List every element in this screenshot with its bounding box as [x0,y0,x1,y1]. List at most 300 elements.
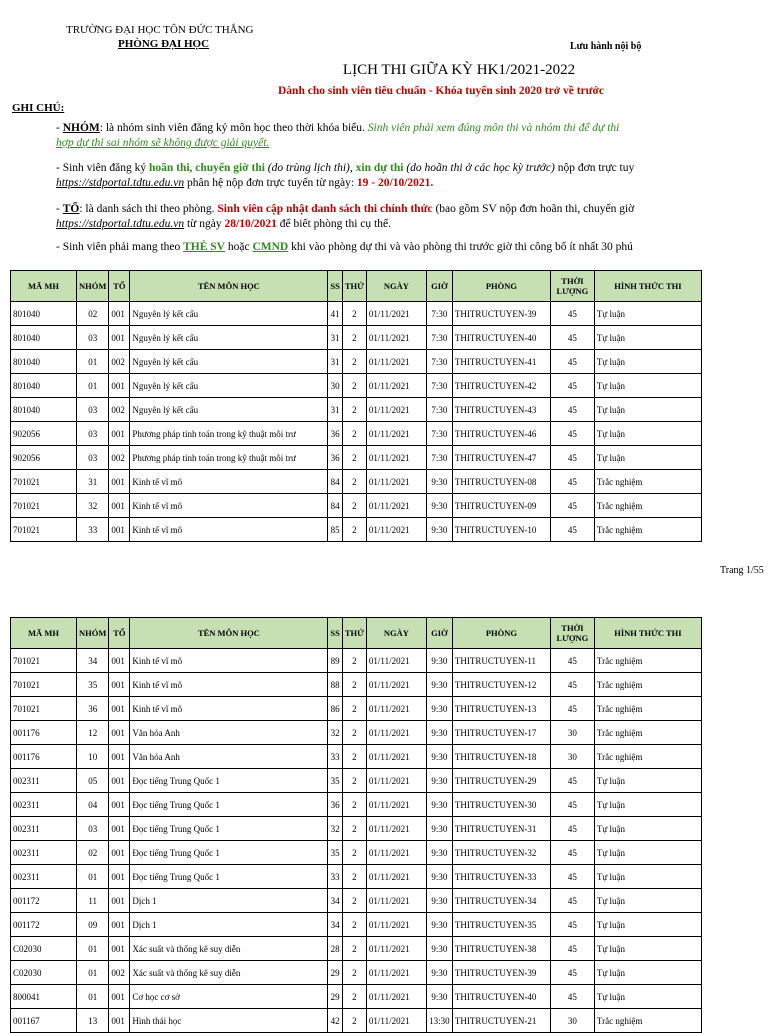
table-row [11,769,702,793]
cell-group: 04 [77,793,109,817]
table-row [11,518,702,542]
cell-weekday: 2 [342,1009,366,1033]
cell-group: 10 [77,745,109,769]
cell-exam-room: THITRUCTUYEN-47 [452,446,550,470]
cell-student-count: 34 [328,913,342,937]
cell-course-name: Đọc tiếng Trung Quốc 1 [130,841,328,865]
cell-exam-date: 01/11/2021 [366,398,426,422]
cell-course-name: Hình thái học [130,1009,328,1033]
cell-exam-format: Tự luận [594,350,701,374]
cell-team: 002 [109,350,130,374]
cell-duration: 45 [550,518,594,542]
note-warning: Sinh viên phải xem đúng môn thi và nhóm thi để dự thi [367,122,620,134]
table-row [11,913,702,937]
cell-course-code: 801040 [11,326,77,350]
cell-exam-format: Tự luận [594,326,701,350]
cell-exam-time: 9:30 [426,470,452,494]
cell-duration: 45 [550,793,594,817]
cell-weekday: 2 [342,470,366,494]
cell-exam-date: 01/11/2021 [366,350,426,374]
cell-group: 03 [77,817,109,841]
cell-course-code: 001172 [11,913,77,937]
cell-group: 01 [77,937,109,961]
cell-course-code: 701021 [11,518,77,542]
cell-group: 13 [77,1009,109,1033]
note-highlight: THẺ SV [183,241,225,253]
cell-exam-room: THITRUCTUYEN-10 [452,518,550,542]
note-date: 19 - 20/10/2021. [356,177,434,189]
cell-course-name: Kinh tế vĩ mô [130,494,328,518]
cell-duration: 45 [550,769,594,793]
cell-course-name: Kinh tế vĩ mô [130,697,328,721]
cell-exam-format: Tự luận [594,913,701,937]
table-row [11,985,702,1009]
cell-exam-format: Trắc nghiệm [594,721,701,745]
cell-student-count: 35 [328,769,342,793]
cell-exam-room: THITRUCTUYEN-21 [452,1009,550,1033]
document-title: LỊCH THI GIỮA KỲ HK1/2021-2022 [342,62,576,78]
cell-group: 34 [77,649,109,673]
cell-exam-date: 01/11/2021 [366,817,426,841]
cell-exam-time: 9:30 [426,889,452,913]
cell-exam-time: 9:30 [426,649,452,673]
cell-exam-format: Trắc nghiệm [594,1009,701,1033]
cell-course-name: Văn hóa Anh [130,745,328,769]
cell-exam-room: THITRUCTUYEN-29 [452,769,550,793]
note-room-line [56,202,688,216]
portal-link[interactable]: https://stdportal.tdtu.edu.vn [56,218,185,230]
cell-weekday: 2 [342,398,366,422]
cell-duration: 45 [550,865,594,889]
cell-exam-time: 9:30 [426,793,452,817]
cell-student-count: 30 [328,374,342,398]
cell-group: 09 [77,913,109,937]
column-header-exam-time: GIỜ [426,271,452,302]
cell-duration: 45 [550,937,594,961]
column-header-course-name: TÊN MÔN HỌC [130,618,328,649]
cell-exam-format: Trắc nghiệm [594,470,701,494]
cell-student-count: 86 [328,697,342,721]
cell-exam-date: 01/11/2021 [366,422,426,446]
note-key-room: TỔ [62,203,80,215]
cell-exam-room: THITRUCTUYEN-32 [452,841,550,865]
cell-group: 05 [77,769,109,793]
note-text: khi vào phòng dự thi và vào phòng thi trước giờ thi công bố ít nhất 30 phú [288,241,633,253]
cell-weekday: 2 [342,937,366,961]
cell-course-name: Xác suất và thống kê suy diễn [130,961,328,985]
column-header-student-count: SS [328,618,342,649]
cell-team: 001 [109,793,130,817]
cell-course-code: 701021 [11,649,77,673]
note-text: - Sinh viên phải mang theo [56,241,184,253]
table-row [11,721,702,745]
cell-exam-date: 01/11/2021 [366,841,426,865]
table-row [11,865,702,889]
cell-student-count: 35 [328,841,342,865]
column-header-group: NHÓM [77,618,109,649]
cell-team: 001 [109,985,130,1009]
cell-exam-room: THITRUCTUYEN-46 [452,422,550,446]
cell-student-count: 42 [328,1009,342,1033]
cell-course-code: 801040 [11,374,77,398]
cell-group: 01 [77,350,109,374]
cell-exam-room: THITRUCTUYEN-43 [452,398,550,422]
cell-group: 01 [77,985,109,1009]
cell-course-code: 701021 [11,697,77,721]
table-row [11,697,702,721]
cell-exam-date: 01/11/2021 [366,1009,426,1033]
cell-exam-time: 9:30 [426,913,452,937]
cell-duration: 45 [550,470,594,494]
note-highlight: hoãn thi, chuyển giờ thi [148,162,265,174]
column-header-exam-date: NGÀY [366,271,426,302]
column-header-team: TỔ [109,618,130,649]
cell-exam-date: 01/11/2021 [366,374,426,398]
cell-exam-room: THITRUCTUYEN-39 [452,302,550,326]
cell-exam-format: Tự luận [594,302,701,326]
cell-course-name: Dịch 1 [130,889,328,913]
cell-exam-room: THITRUCTUYEN-42 [452,374,550,398]
cell-team: 002 [109,398,130,422]
column-header-duration: THỜI LƯỢNG [550,618,594,649]
cell-exam-date: 01/11/2021 [366,745,426,769]
cell-course-code: 701021 [11,673,77,697]
note-postpone-line2 [56,176,688,190]
page-number: Trang 1/55 [720,565,764,576]
cell-exam-time: 9:30 [426,745,452,769]
cell-exam-time: 7:30 [426,374,452,398]
cell-exam-time: 9:30 [426,817,452,841]
cell-weekday: 2 [342,673,366,697]
note-id-line [56,240,688,254]
cell-course-name: Nguyên lý kết cấu [130,326,328,350]
cell-exam-format: Trắc nghiệm [594,518,701,542]
cell-group: 01 [77,865,109,889]
cell-exam-date: 01/11/2021 [366,673,426,697]
cell-weekday: 2 [342,302,366,326]
cell-weekday: 2 [342,697,366,721]
cell-duration: 45 [550,350,594,374]
cell-team: 001 [109,422,130,446]
cell-student-count: 34 [328,889,342,913]
cell-duration: 45 [550,697,594,721]
table-row [11,889,702,913]
cell-weekday: 2 [342,518,366,542]
cell-exam-format: Tự luận [594,793,701,817]
note-text: (do trùng lịch thi), [264,162,356,174]
cell-exam-time: 7:30 [426,398,452,422]
cell-exam-date: 01/11/2021 [366,985,426,1009]
cell-team: 001 [109,1009,130,1033]
column-header-group: NHÓM [77,271,109,302]
cell-exam-date: 01/11/2021 [366,721,426,745]
cell-course-code: 001167 [11,1009,77,1033]
cell-exam-room: THITRUCTUYEN-35 [452,913,550,937]
cell-weekday: 2 [342,961,366,985]
cell-exam-format: Trắc nghiệm [594,649,701,673]
table-row [11,937,702,961]
cell-group: 03 [77,422,109,446]
cell-course-code: 902056 [11,422,77,446]
cell-student-count: 32 [328,721,342,745]
cell-exam-date: 01/11/2021 [366,326,426,350]
cell-exam-time: 9:30 [426,721,452,745]
cell-exam-date: 01/11/2021 [366,518,426,542]
note-group-line [56,121,688,135]
cell-course-code: 002311 [11,817,77,841]
cell-exam-format: Tự luận [594,398,701,422]
cell-student-count: 28 [328,937,342,961]
cell-team: 002 [109,446,130,470]
cell-exam-date: 01/11/2021 [366,961,426,985]
university-name: TRƯỜNG ĐẠI HỌC TÔN ĐỨC THẮNG [66,24,254,36]
cell-student-count: 31 [328,326,342,350]
cell-course-name: Kinh tế vĩ mô [130,518,328,542]
internal-circulation-label: Lưu hành nội bộ [570,41,642,52]
cell-course-code: C02030 [11,961,77,985]
cell-exam-format: Trắc nghiệm [594,673,701,697]
table-row [11,470,702,494]
column-header-student-count: SS [328,271,342,302]
cell-exam-format: Tự luận [594,769,701,793]
cell-exam-room: THITRUCTUYEN-17 [452,721,550,745]
cell-team: 001 [109,302,130,326]
cell-student-count: 36 [328,446,342,470]
cell-exam-time: 9:30 [426,841,452,865]
cell-weekday: 2 [342,769,366,793]
table-row [11,494,702,518]
cell-weekday: 2 [342,446,366,470]
table-row [11,649,702,673]
cell-exam-time: 9:30 [426,494,452,518]
cell-student-count: 84 [328,494,342,518]
note-highlight: xin dự thi [355,162,404,174]
note-group-line2: hợp dự thi sai nhóm sẽ không được giải quyết. [56,137,270,149]
cell-exam-time: 9:30 [426,985,452,1009]
cell-exam-time: 9:30 [426,937,452,961]
cell-exam-room: THITRUCTUYEN-34 [452,889,550,913]
note-text: (bao gồm SV nộp đơn hoãn thi, chuyển giờ [432,203,635,215]
cell-course-name: Đọc tiếng Trung Quốc 1 [130,817,328,841]
cell-student-count: 33 [328,865,342,889]
cell-duration: 45 [550,649,594,673]
column-header-weekday: THỨ [342,271,366,302]
cell-exam-room: THITRUCTUYEN-18 [452,745,550,769]
cell-weekday: 2 [342,985,366,1009]
cell-duration: 45 [550,841,594,865]
cell-course-code: 002311 [11,841,77,865]
table-row [11,817,702,841]
note-key-group: NHÓM [62,122,100,134]
note-dash: - [56,122,63,134]
cell-course-name: Kinh tế vĩ mô [130,673,328,697]
cell-course-name: Phương pháp tính toán trong kỹ thuật môi trư [130,422,328,446]
cell-exam-format: Tự luận [594,374,701,398]
table-header-row [11,271,702,302]
cell-student-count: 31 [328,398,342,422]
table-row [11,446,702,470]
cell-exam-room: THITRUCTUYEN-09 [452,494,550,518]
note-text: nộp đơn trực tuy [554,162,635,174]
cell-exam-date: 01/11/2021 [366,865,426,889]
cell-exam-room: THITRUCTUYEN-39 [452,961,550,985]
cell-team: 001 [109,769,130,793]
cell-duration: 45 [550,374,594,398]
cell-exam-date: 01/11/2021 [366,769,426,793]
table-header-row [11,618,702,649]
cell-exam-format: Trắc nghiệm [594,745,701,769]
cell-duration: 45 [550,889,594,913]
portal-link[interactable]: https://stdportal.tdtu.edu.vn [56,177,185,189]
cell-team: 001 [109,889,130,913]
note-text: : là danh sách thi theo phòng. [79,203,218,215]
cell-course-code: 002311 [11,865,77,889]
table-row [11,350,702,374]
cell-group: 03 [77,446,109,470]
cell-exam-date: 01/11/2021 [366,793,426,817]
cell-duration: 45 [550,494,594,518]
cell-exam-room: THITRUCTUYEN-33 [452,865,550,889]
cell-course-code: 801040 [11,350,77,374]
cell-weekday: 2 [342,889,366,913]
cell-course-code: 002311 [11,793,77,817]
cell-weekday: 2 [342,374,366,398]
cell-exam-format: Tự luận [594,865,701,889]
note-room-line2 [56,217,688,231]
cell-student-count: 84 [328,470,342,494]
note-text: hoặc [225,241,253,253]
cell-team: 001 [109,697,130,721]
cell-student-count: 29 [328,961,342,985]
cell-exam-room: THITRUCTUYEN-31 [452,817,550,841]
note-dash: - [56,203,63,215]
cell-exam-format: Tự luận [594,961,701,985]
cell-exam-time: 7:30 [426,446,452,470]
cell-weekday: 2 [342,865,366,889]
cell-course-code: 001172 [11,889,77,913]
cell-exam-format: Tự luận [594,889,701,913]
notes-heading: GHI CHÚ: [12,102,65,114]
cell-duration: 45 [550,913,594,937]
cell-exam-time: 9:30 [426,865,452,889]
cell-course-code: 001176 [11,745,77,769]
cell-student-count: 32 [328,817,342,841]
cell-team: 001 [109,374,130,398]
column-header-course-code: MÃ MH [11,271,77,302]
cell-exam-room: THITRUCTUYEN-12 [452,673,550,697]
cell-course-name: Dịch 1 [130,913,328,937]
cell-weekday: 2 [342,817,366,841]
department-name: PHÒNG ĐẠI HỌC [118,38,210,50]
cell-team: 001 [109,817,130,841]
cell-course-name: Văn hóa Anh [130,721,328,745]
cell-team: 001 [109,745,130,769]
cell-exam-date: 01/11/2021 [366,470,426,494]
cell-team: 001 [109,865,130,889]
cell-course-name: Cơ học cơ sở [130,985,328,1009]
cell-weekday: 2 [342,649,366,673]
cell-group: 12 [77,721,109,745]
table-row [11,422,702,446]
cell-exam-date: 01/11/2021 [366,649,426,673]
table-row [11,793,702,817]
cell-team: 001 [109,841,130,865]
cell-exam-time: 7:30 [426,422,452,446]
cell-student-count: 88 [328,673,342,697]
note-text: từ ngày [184,218,225,230]
cell-exam-format: Tự luận [594,841,701,865]
exam-table-page1 [10,270,702,542]
cell-course-code: 002311 [11,769,77,793]
note-text: (do hoãn thi ở các học kỳ trước) [403,162,555,174]
cell-student-count: 33 [328,745,342,769]
table-row [11,398,702,422]
cell-exam-time: 7:30 [426,350,452,374]
cell-course-name: Kinh tế vĩ mô [130,470,328,494]
document-subtitle: Dành cho sinh viên tiêu chuẩn - Khóa tuyển sinh 2020 trở về trước [278,85,605,97]
table-row [11,326,702,350]
cell-weekday: 2 [342,841,366,865]
cell-group: 01 [77,961,109,985]
cell-course-code: 801040 [11,398,77,422]
cell-exam-time: 7:30 [426,302,452,326]
cell-student-count: 41 [328,302,342,326]
column-header-exam-format: HÌNH THỨC THI [594,618,701,649]
cell-exam-time: 9:30 [426,769,452,793]
cell-exam-format: Tự luận [594,422,701,446]
cell-team: 002 [109,961,130,985]
note-text: : là nhóm sinh viên đăng ký môn học theo thời khóa biểu. [99,122,368,134]
cell-duration: 45 [550,326,594,350]
table-row [11,745,702,769]
cell-duration: 45 [550,985,594,1009]
exam-table-page2 [10,617,702,1033]
note-highlight: Sinh viên cập nhật danh sách thi chính thức [217,203,433,215]
cell-exam-time: 9:30 [426,697,452,721]
cell-course-code: 800041 [11,985,77,1009]
cell-course-code: 001176 [11,721,77,745]
cell-exam-format: Tự luận [594,937,701,961]
note-highlight: CMND [252,241,289,253]
column-header-exam-room: PHÒNG [452,271,550,302]
cell-duration: 45 [550,673,594,697]
cell-duration: 45 [550,398,594,422]
cell-team: 001 [109,494,130,518]
cell-exam-time: 13:30 [426,1009,452,1033]
cell-duration: 45 [550,446,594,470]
cell-exam-room: THITRUCTUYEN-11 [452,649,550,673]
cell-exam-date: 01/11/2021 [366,494,426,518]
cell-group: 03 [77,398,109,422]
note-text: phân hệ nộp đơn trực tuyến từ ngày: [184,177,357,189]
column-header-exam-room: PHÒNG [452,618,550,649]
cell-course-name: Nguyên lý kết cấu [130,302,328,326]
note-postpone-line [56,161,688,175]
cell-weekday: 2 [342,721,366,745]
cell-group: 33 [77,518,109,542]
cell-duration: 30 [550,721,594,745]
cell-group: 31 [77,470,109,494]
cell-duration: 45 [550,422,594,446]
column-header-course-code: MÃ MH [11,618,77,649]
cell-team: 001 [109,649,130,673]
cell-team: 001 [109,937,130,961]
cell-group: 03 [77,326,109,350]
cell-exam-format: Tự luận [594,985,701,1009]
cell-exam-date: 01/11/2021 [366,697,426,721]
column-header-exam-time: GIỜ [426,618,452,649]
cell-weekday: 2 [342,350,366,374]
